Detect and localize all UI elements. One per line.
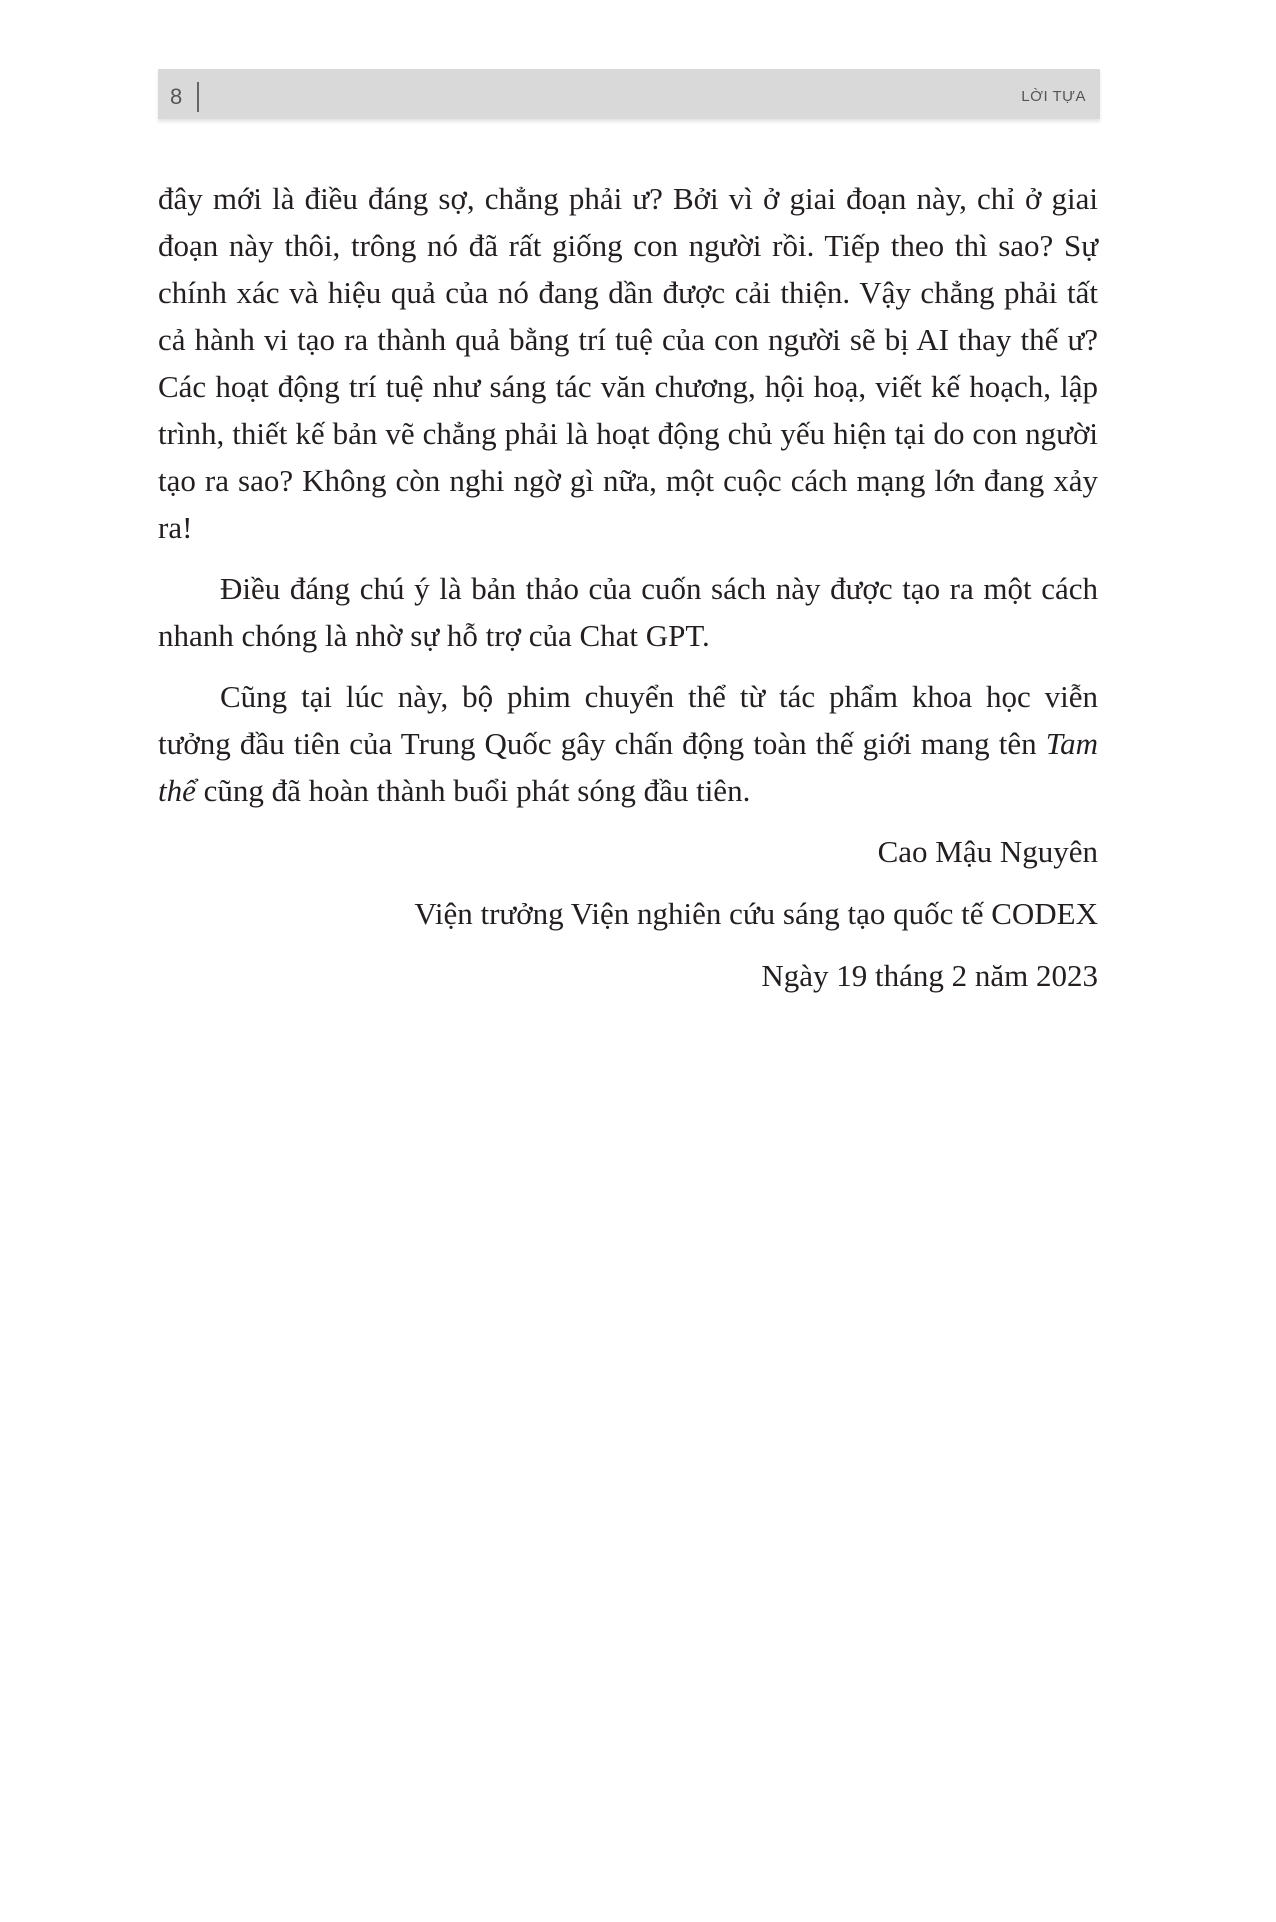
signature-position: Viện trưởng Viện nghiên cứu sáng tạo quốc tế CODEX (414, 896, 1098, 931)
paragraph-text: cũng đã hoàn thành buổi phát sóng đầu tiên. (195, 773, 751, 808)
paragraph (158, 673, 1098, 814)
page-number: 8 (170, 84, 183, 109)
paragraph-text: Cũng tại lúc này, bộ phim chuyển thể từ tác phẩm khoa học viễn tưởng đầu tiên của Trung Quốc gây chấn động toàn thế giới mang tên (158, 679, 1098, 761)
body-text (158, 175, 1098, 1014)
running-title: LỜI TỰA (1021, 88, 1086, 105)
paragraph: Điều đáng chú ý là bản thảo của cuốn sách này được tạo ra một cách nhanh chóng là nhờ sự hỗ trợ của Chat GPT. (158, 571, 1098, 653)
book-title: Tam thể (158, 726, 1098, 808)
signature-author: Cao Mậu Nguyên (877, 834, 1098, 869)
header-divider (197, 82, 199, 112)
signature-date: Ngày 19 tháng 2 năm 2023 (761, 958, 1098, 993)
paragraph: đây mới là điều đáng sợ, chẳng phải ư? Bởi vì ở giai đoạn này, chỉ ở giai đoạn này thôi, trông nó đã rất giống con người rồi. Tiếp theo thì sao? Sự chính xác và hiệu quả của nó đang dần được cải thiện. Vậy chẳng phải tất cả hành vi tạo ra thành quả bằng trí tuệ của con người sẽ bị AI thay thế ư? Các hoạt động trí tuệ như sáng tác văn chương, hội hoạ, viết kế hoạch, lập trình, thiết kế bản vẽ chẳng phải là hoạt động chủ yếu hiện tại do con người tạo ra sao? Không còn nghi ngờ gì nữa, một cuộc cách mạng lớn đang xảy ra! (158, 181, 1098, 545)
page-header (158, 69, 1100, 119)
